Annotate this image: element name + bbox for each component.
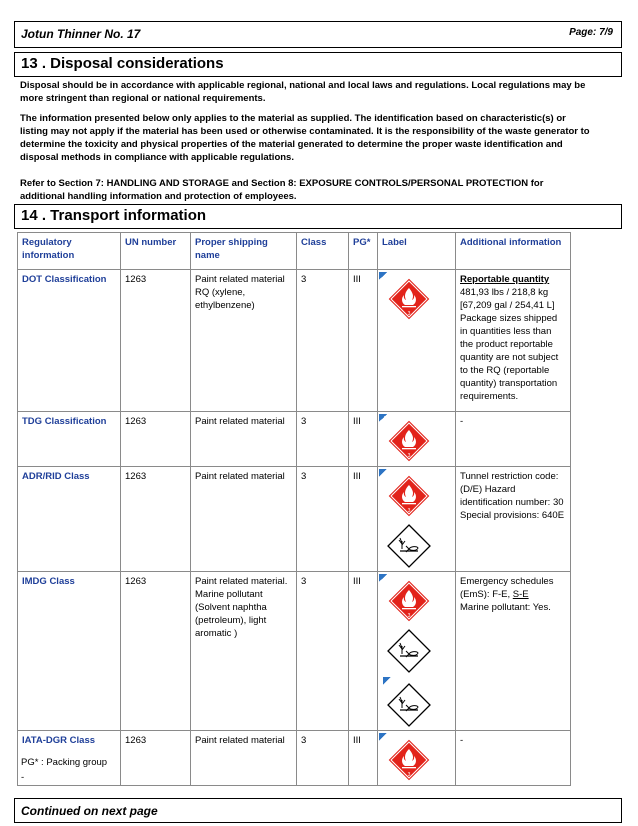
regulatory-cell: ADR/RID Class — [18, 467, 121, 572]
additional-info-cell: - — [456, 731, 571, 786]
disposal-paragraph-2: The information presented below only applies to the material as supplied. The identification based on characteristic(s) or listing may not apply if the material has been used or otherwise contaminated. It is the responsibility of the waste generator to determine the toxicity and physical properties of the material generated to determine the proper waste identification and disposal methods in compliance with applicable regulations. — [20, 113, 590, 163]
corner-flag-icon — [379, 733, 387, 741]
disposal-paragraph-1: Disposal should be in accordance with applicable regional, national and local laws and regulations. Local regulations may be more stringent than regional or national requirements. — [20, 80, 586, 104]
un-number-cell: 1263 — [121, 467, 191, 572]
corner-flag-icon — [379, 469, 387, 477]
table-header-row — [18, 233, 571, 270]
regulatory-cell: IATA-DGR Class — [18, 731, 121, 786]
label-cell — [378, 731, 456, 786]
shipping-name-cell: Paint related material — [191, 467, 297, 572]
class-cell: 3 — [297, 731, 349, 786]
section-13-heading — [14, 52, 622, 77]
page-number: Page: 7/9 — [569, 27, 613, 38]
continued-label: Continued on next page — [21, 804, 158, 818]
un-number-cell: 1263 — [121, 270, 191, 412]
additional-info-cell: Tunnel restriction code: (D/E) Hazard identification number: 30 Special provisions: 640E — [456, 467, 571, 572]
reportable-quantity-text: 481,93 lbs / 218,8 kg [67,209 gal / 254,41 L] Package sizes shipped in quantities less than the product reportable quantity are not subject to the RQ (reportable quantity) transportation requirements. — [460, 287, 559, 402]
table-row — [18, 572, 571, 731]
corner-flag-icon — [379, 574, 387, 582]
column-header: Label — [378, 233, 456, 270]
flammable-liquid-icon — [387, 474, 431, 518]
pg-cell: III — [349, 731, 378, 786]
column-header: PG* — [349, 233, 378, 270]
page-footer — [14, 798, 622, 823]
pg-cell: III — [349, 412, 378, 467]
label-cell — [378, 270, 456, 412]
column-header: Regulatory information — [18, 233, 121, 270]
shipping-name-cell: Paint related material — [191, 731, 297, 786]
additional-info-cell — [456, 572, 571, 731]
column-header: Proper shipping name — [191, 233, 297, 270]
flammable-liquid-icon — [387, 419, 431, 463]
flammable-liquid-icon — [387, 738, 431, 782]
product-name: Jotun Thinner No. 17 — [21, 27, 141, 41]
page-header — [14, 21, 622, 48]
un-number-cell: 1263 — [121, 572, 191, 731]
label-cell — [378, 412, 456, 467]
pg-cell: III — [349, 572, 378, 731]
label-cell — [378, 572, 456, 731]
corner-flag-icon — [379, 272, 387, 280]
table-row — [18, 412, 571, 467]
pg-cell: III — [349, 270, 378, 412]
class-cell: 3 — [297, 270, 349, 412]
shipping-name-cell: Paint related material. Marine pollutant (Solvent naphtha (petroleum), light aromatic ) — [191, 572, 297, 731]
footnote-dash: - — [21, 772, 25, 783]
shipping-name-cell: Paint related material — [191, 412, 297, 467]
class-cell: 3 — [297, 412, 349, 467]
disposal-paragraph-3: Refer to Section 7: HANDLING AND STORAGE and Section 8: EXPOSURE CONTROLS/PERSONAL PROTECTION for additional handling information and protection of employees. — [20, 178, 544, 202]
marine-pollutant-text: Marine pollutant: Yes. — [460, 602, 551, 613]
column-header: Additional information — [456, 233, 571, 270]
regulatory-cell: TDG Classification — [18, 412, 121, 467]
flammable-liquid-icon — [387, 579, 431, 623]
class-cell: 3 — [297, 572, 349, 731]
class-cell: 3 — [297, 467, 349, 572]
label-cell — [378, 467, 456, 572]
section-14-heading — [14, 204, 622, 229]
table-row — [18, 467, 571, 572]
flammable-liquid-icon — [387, 277, 431, 321]
environment-hazard-icon — [387, 629, 431, 673]
corner-flag-icon — [383, 677, 391, 685]
un-number-cell: 1263 — [121, 412, 191, 467]
environment-hazard-icon — [387, 524, 431, 568]
additional-info-cell — [456, 270, 571, 412]
reportable-quantity-heading: Reportable quantity — [460, 274, 550, 285]
regulatory-cell: DOT Classification — [18, 270, 121, 412]
pg-cell: III — [349, 467, 378, 572]
un-number-cell: 1263 — [121, 731, 191, 786]
section-13-title: 13 . Disposal considerations — [21, 55, 224, 72]
additional-info-cell: - — [456, 412, 571, 467]
corner-flag-icon — [379, 414, 387, 422]
environment-hazard-icon — [387, 683, 431, 727]
ems-text: Emergency schedules (EmS): F-E, — [460, 576, 554, 600]
ems-code-link: S-E — [512, 589, 529, 600]
section-14-title: 14 . Transport information — [21, 207, 207, 224]
packing-group-footnote: PG* : Packing group — [21, 757, 108, 768]
table-row — [18, 270, 571, 412]
column-header: Class — [297, 233, 349, 270]
column-header: UN number — [121, 233, 191, 270]
transport-table — [17, 232, 571, 786]
regulatory-cell: IMDG Class — [18, 572, 121, 731]
shipping-name-cell: Paint related material RQ (xylene, ethylbenzene) — [191, 270, 297, 412]
